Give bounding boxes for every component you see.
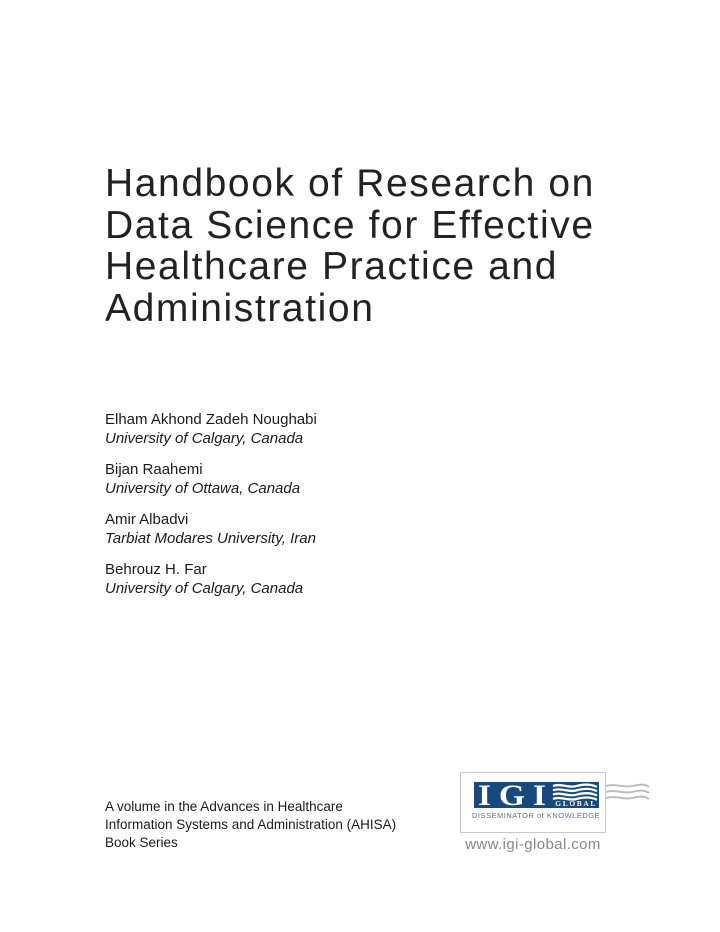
editor-name: Behrouz H. Far: [105, 561, 207, 578]
book-title-line: Administration: [105, 286, 375, 330]
igi-logo-mark: [474, 779, 599, 812]
editor-entry: [105, 510, 317, 548]
publisher-website-url: www.igi-global.com: [465, 836, 601, 853]
book-title-line: Handbook of Research on: [105, 162, 595, 205]
editor-entry: [105, 460, 317, 498]
editor-affiliation: University of Ottawa, Canada: [105, 480, 301, 497]
series-note-line: A volume in the Advances in Healthcare: [105, 799, 343, 814]
editors-list: [105, 410, 317, 610]
editor-affiliation: University of Calgary, Canada: [105, 430, 304, 447]
editor-name: Bijan Raahemi: [105, 461, 203, 478]
editor-entry: [105, 560, 317, 598]
series-note-line: Book Series: [105, 835, 178, 850]
editor-affiliation: Tarbiat Modares University, Iran: [105, 530, 316, 547]
igi-logo-global-label: GLOBAL: [555, 799, 597, 808]
series-note: [105, 798, 396, 852]
igi-global-logo: [460, 772, 606, 833]
editor-affiliation: University of Calgary, Canada: [105, 580, 304, 597]
book-title: [105, 163, 595, 329]
book-title-line: Healthcare Practice and: [105, 245, 559, 288]
igi-logo-tagline: DISSEMINATOR of KNOWLEDGE: [472, 811, 601, 820]
book-title-line: Data Science for Effective: [105, 203, 595, 247]
igi-logo-acronym: IGI: [478, 779, 554, 812]
series-note-line: Information Systems and Administration (AHISA): [105, 817, 397, 832]
logo-waves-gray-icon: [605, 780, 651, 806]
editor-entry: [105, 410, 317, 448]
editor-name: Elham Akhond Zadeh Noughabi: [105, 411, 317, 428]
editor-name: Amir Albadvi: [105, 511, 189, 528]
